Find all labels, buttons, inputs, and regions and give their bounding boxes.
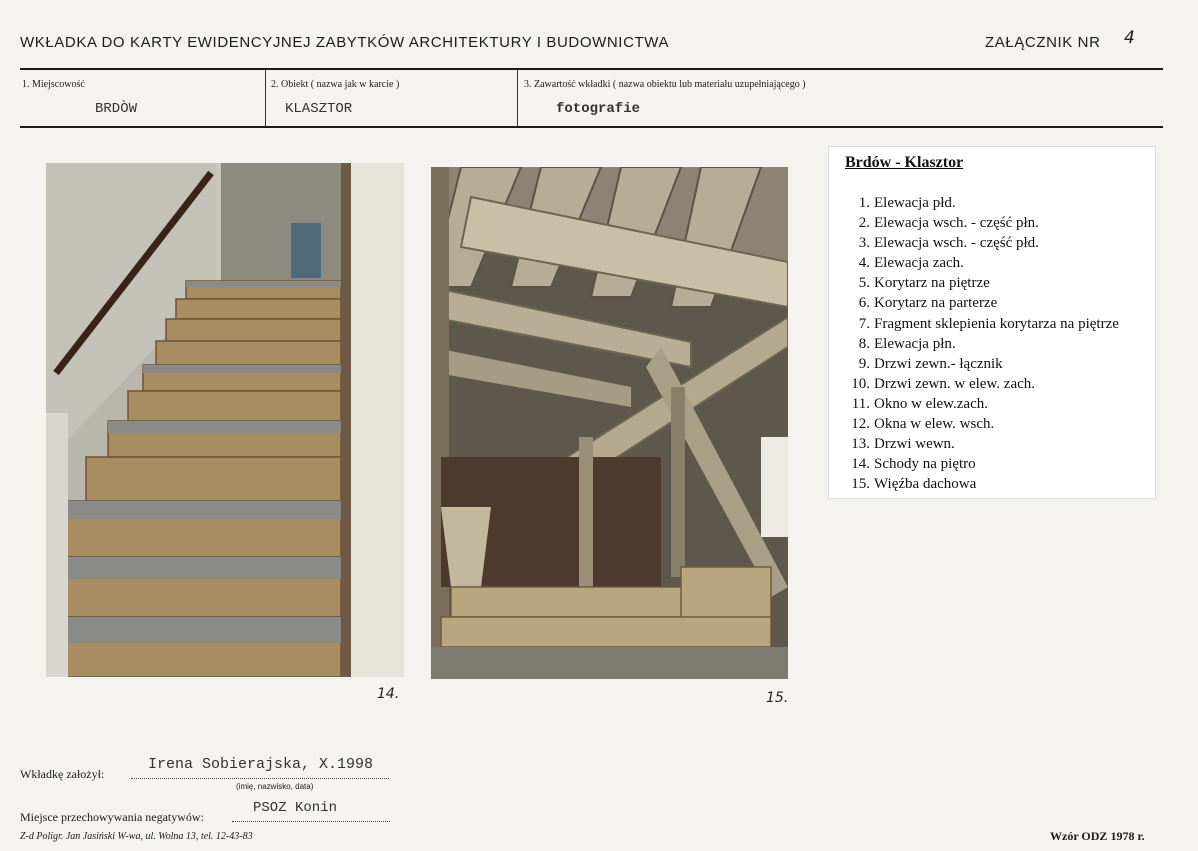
legend-item-text: Elewacja wsch. - część płd. xyxy=(874,235,1039,252)
storage-dotted-line xyxy=(232,820,390,822)
legend-item-text: Fragment sklepienia korytarza na piętrze xyxy=(874,315,1119,332)
legend-item-text: Okna w elew. wsch. xyxy=(874,416,995,433)
top-rule xyxy=(20,68,1163,70)
object-value: KLASZTOR xyxy=(285,101,353,117)
legend-item-number: 2. xyxy=(858,215,870,232)
legend-item-number: 7. xyxy=(858,315,870,332)
storage-label: Miejsce przechowywania negatywów: xyxy=(20,810,204,824)
content-value: fotografie xyxy=(556,101,641,117)
attachment-number: 4 xyxy=(1124,28,1135,48)
legend-item-text: Korytarz na piętrze xyxy=(874,275,990,292)
attachment-label: ZAŁĄCZNIK NR xyxy=(985,34,1101,51)
place-label: 1. Miejscowość xyxy=(22,79,85,90)
founder-label: Wkładkę założył: xyxy=(20,767,105,781)
legend-item-text: Elewacja wsch. - część płn. xyxy=(874,215,1039,232)
legend-item xyxy=(843,434,1119,454)
legend-item xyxy=(843,253,1119,273)
legend-item xyxy=(843,293,1119,313)
legend-item-text: Więźba dachowa xyxy=(874,476,977,493)
staircase-image xyxy=(46,163,404,677)
storage-value: PSOZ Konin xyxy=(253,800,338,816)
legend-item-text: Drzwi zewn.- łącznik xyxy=(874,355,1003,372)
legend-item xyxy=(843,474,1119,494)
legend-item xyxy=(843,233,1119,253)
legend-item xyxy=(843,374,1119,394)
legend-item-text: Drzwi wewn. xyxy=(874,436,955,453)
legend-item-text: Elewacja płd. xyxy=(874,195,956,211)
legend-item-number: 12. xyxy=(851,416,870,433)
photo-caption-15: 15. xyxy=(766,690,789,706)
legend-item-text: Okno w elew.zach. xyxy=(874,395,988,412)
legend-item-number: 6. xyxy=(858,295,870,312)
legend-item-text: Korytarz na parterze xyxy=(874,295,998,312)
legend-item-number: 15. xyxy=(851,476,870,493)
content-label: 3. Zawartość wkładki ( nazwa obiektu lub materiału uzupełniającego ) xyxy=(524,79,806,90)
legend-item-number: 1. xyxy=(858,195,870,211)
legend-item xyxy=(843,354,1119,374)
legend-item-number: 5. xyxy=(858,275,870,292)
legend-item-number: 11. xyxy=(851,395,870,412)
founder-hint: (imię, nazwisko, data) xyxy=(236,782,314,791)
legend-item xyxy=(843,314,1119,334)
legend-item xyxy=(843,454,1119,474)
legend-item xyxy=(843,213,1119,233)
legend-item-number: 3. xyxy=(858,235,870,252)
photo-legend xyxy=(828,146,1156,499)
photo-roof-truss xyxy=(431,167,788,679)
legend-item xyxy=(843,334,1119,354)
roof-truss-image xyxy=(431,167,788,679)
legend-item-number: 14. xyxy=(851,456,870,473)
form-model: Wzór ODZ 1978 r. xyxy=(1050,829,1145,843)
legend-item xyxy=(843,273,1119,293)
founder-value: Irena Sobierajska, X.1998 xyxy=(148,756,374,773)
legend-item-number: 10. xyxy=(851,375,870,392)
printer-imprint: Z-d Poligr. Jan Jasiński W-wa, ul. Wolna 13, tel. 12-43-83 xyxy=(20,831,253,842)
founder-dotted-line xyxy=(131,777,389,779)
legend-item xyxy=(843,394,1119,414)
photo-staircase xyxy=(46,163,404,677)
legend-item-number: 4. xyxy=(858,255,870,272)
object-label: 2. Obiekt ( nazwa jak w karcie ) xyxy=(271,79,400,90)
legend-item-number: 9. xyxy=(858,355,870,372)
form-title: WKŁADKA DO KARTY EWIDENCYJNEJ ZABYTKÓW ARCHITEKTURY I BUDOWNICTWA xyxy=(20,34,670,51)
field-divider xyxy=(265,70,266,127)
legend-item-number: 13. xyxy=(851,436,870,453)
legend-item-text: Schody na piętro xyxy=(874,456,976,473)
legend-item-text: Elewacja zach. xyxy=(874,255,964,272)
legend-item xyxy=(843,193,1119,213)
fields-rule xyxy=(20,126,1163,128)
photo-caption-14: 14. xyxy=(377,686,400,702)
legend-item-text: Elewacja płn. xyxy=(874,335,956,352)
legend-title: Brdów - Klasztor xyxy=(845,154,964,171)
legend-item xyxy=(843,414,1119,434)
legend-item-text: Drzwi zewn. w elew. zach. xyxy=(874,375,1036,392)
legend-item-number: 8. xyxy=(858,335,870,352)
field-divider xyxy=(517,70,518,127)
place-value: BRDÒW xyxy=(95,101,138,117)
legend-list xyxy=(843,193,1119,494)
